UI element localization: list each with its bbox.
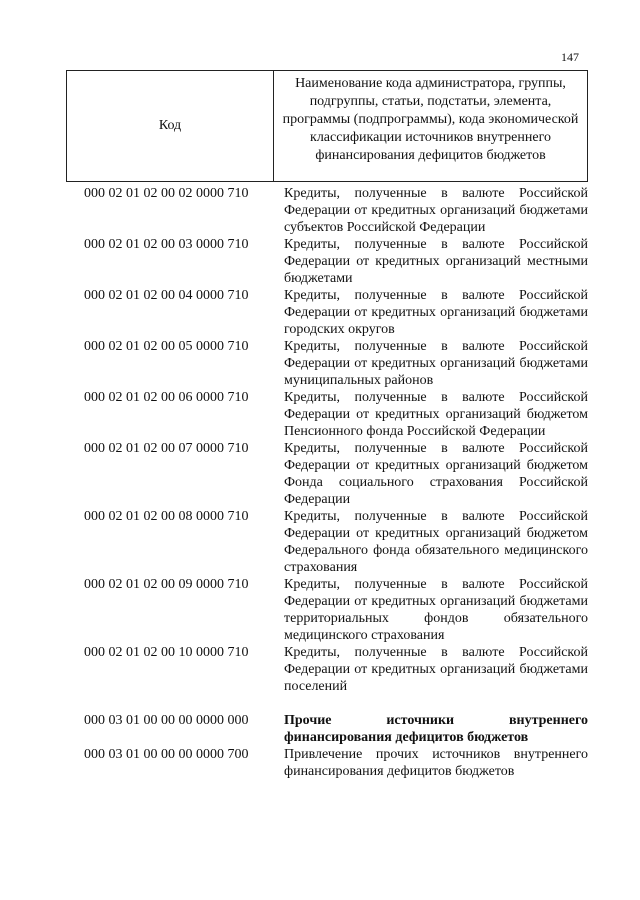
row-name: Кредиты, полученные в валюте Российской Федерации от кредитных организаций бюджетом Пенсионного фонда Российской Федерации	[284, 390, 588, 439]
table-row	[66, 712, 588, 746]
row-name: Кредиты, полученные в валюте Российской Федерации от кредитных организаций бюджетом Федерального фонда обязательного медицинского страхования	[284, 509, 588, 575]
row-name: Кредиты, полученные в валюте Российской Федерации от кредитных организаций бюджетами территориальных фондов обязательного медицинского страхования	[284, 577, 588, 643]
header-name: Наименование кода администратора, группы, подгруппы, статьи, подстатьи, элемента, программы (подпрограммы), кода экономической классификации источников внутреннего финансирования дефицитов бюджетов	[282, 76, 579, 163]
row-code: 000 03 01 00 00 00 0000 000	[84, 713, 249, 728]
row-name: Кредиты, полученные в валюте Российской Федерации от кредитных организаций бюджетом Фонда социального страхования Российской Федерации	[284, 441, 588, 507]
row-code: 000 02 01 02 00 10 0000 710	[84, 645, 249, 660]
row-name: Кредиты, полученные в валюте Российской Федерации от кредитных организаций бюджетами субъектов Российской Федерации	[284, 186, 588, 235]
table-row	[66, 236, 588, 287]
row-name: Кредиты, полученные в валюте Российской Федерации от кредитных организаций бюджетами городских округов	[284, 288, 588, 337]
row-code: 000 02 01 02 00 06 0000 710	[84, 390, 249, 405]
table-row	[66, 508, 588, 576]
row-code: 000 02 01 02 00 09 0000 710	[84, 577, 249, 592]
row-name: Кредиты, полученные в валюте Российской Федерации от кредитных организаций бюджетами поселений	[284, 645, 588, 694]
table-row	[66, 287, 588, 338]
table-row	[66, 440, 588, 508]
classification-table	[66, 70, 588, 780]
row-code: 000 02 01 02 00 08 0000 710	[84, 509, 249, 524]
row-name: Кредиты, полученные в валюте Российской Федерации от кредитных организаций бюджетами муниципальных районов	[284, 339, 588, 388]
row-code: 000 02 01 02 00 07 0000 710	[84, 441, 249, 456]
table-row	[66, 746, 588, 780]
table-row	[66, 338, 588, 389]
row-name: Привлечение прочих источников внутреннего финансирования дефицитов бюджетов	[284, 747, 588, 779]
row-code: 000 02 01 02 00 03 0000 710	[84, 237, 249, 252]
row-code: 000 02 01 02 00 05 0000 710	[84, 339, 249, 354]
row-name: Прочие источники внутреннего финансирования дефицитов бюджетов	[284, 713, 588, 745]
table-row	[66, 185, 588, 236]
table-row	[66, 576, 588, 644]
table-row	[66, 389, 588, 440]
table-row	[66, 644, 588, 695]
row-code: 000 02 01 02 00 02 0000 710	[84, 186, 249, 201]
row-code: 000 03 01 00 00 00 0000 700	[84, 747, 249, 762]
header-code: Код	[67, 71, 274, 181]
row-name: Кредиты, полученные в валюте Российской Федерации от кредитных организаций местными бюджетами	[284, 237, 588, 286]
table-header	[66, 70, 588, 182]
row-code: 000 02 01 02 00 04 0000 710	[84, 288, 249, 303]
table-body	[66, 182, 588, 780]
page-number: 147	[561, 50, 579, 64]
